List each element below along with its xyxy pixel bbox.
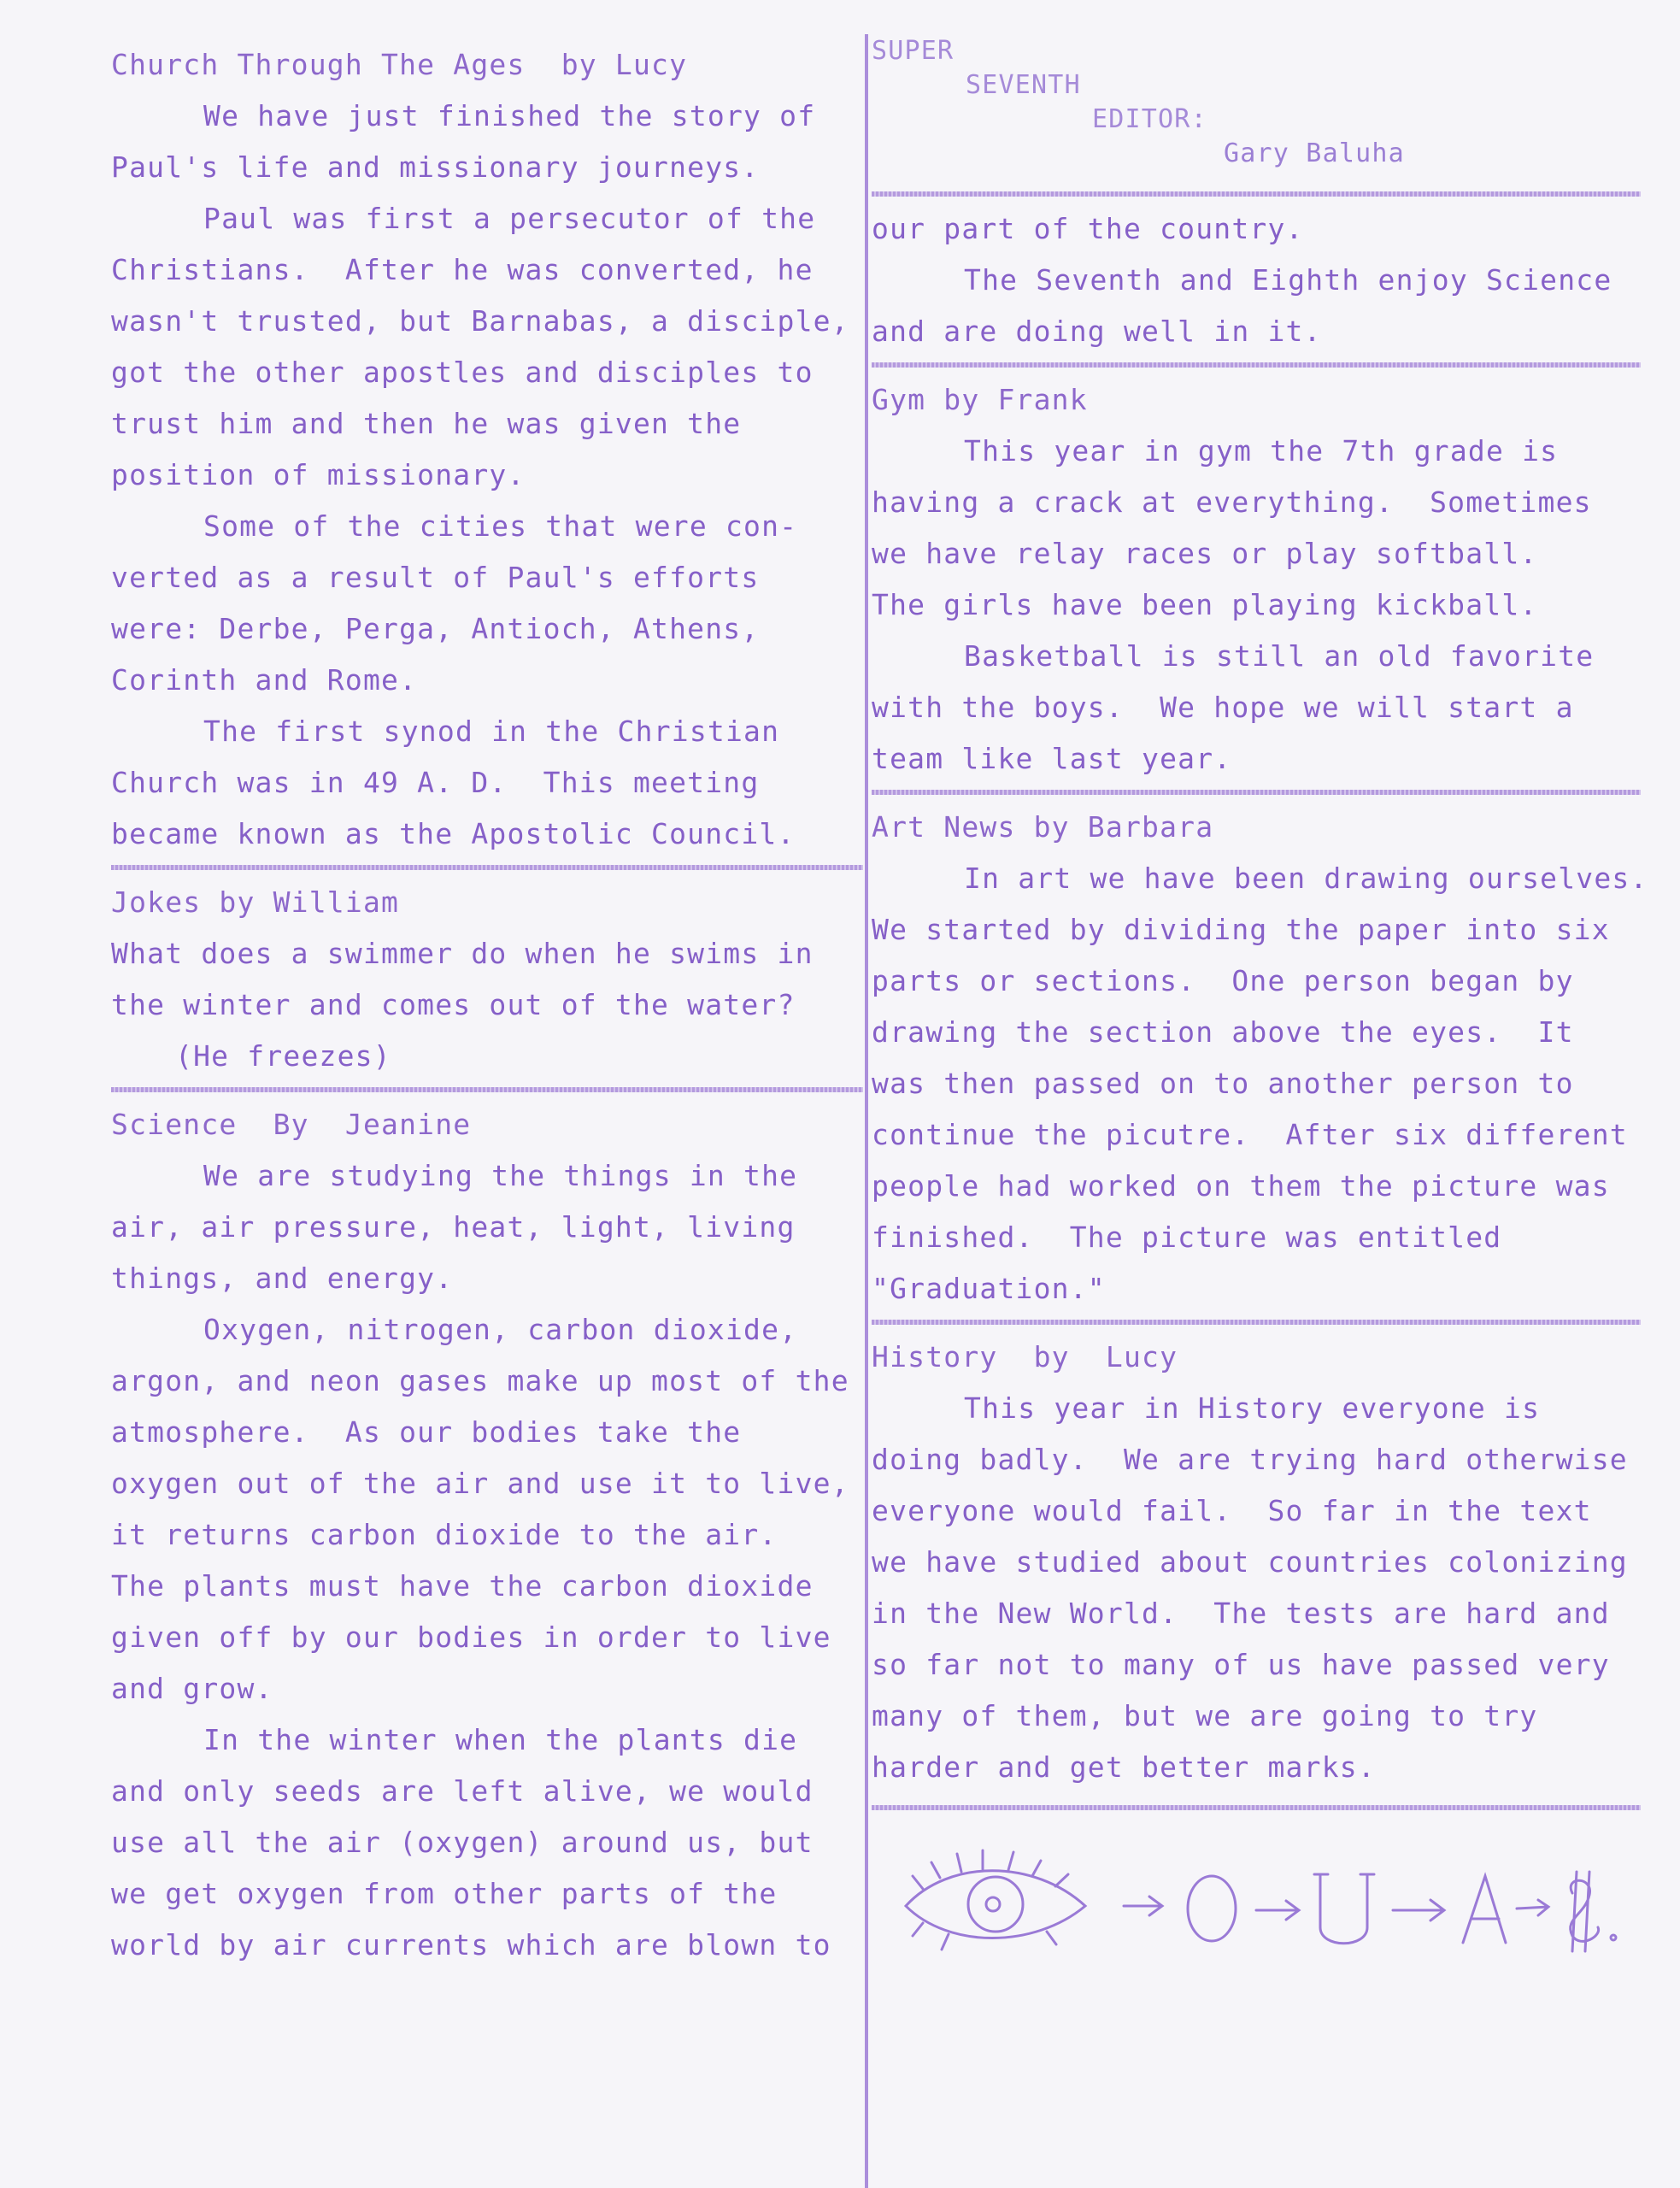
jokes-line: What does a swimmer do when he swims in — [111, 937, 814, 970]
section-divider — [872, 790, 1641, 795]
arrow-icon — [1393, 1900, 1444, 1920]
science-line: we get oxygen from other parts of the — [111, 1877, 778, 1910]
art-line: continue the picutre. After six different — [872, 1118, 1628, 1151]
science-line: Oxygen, nitrogen, carbon dioxide, — [203, 1313, 798, 1346]
jokes-article — [111, 877, 863, 1082]
letter-o-drawing — [1188, 1876, 1236, 1941]
science-cont-line: and are doing well in it. — [872, 315, 1322, 348]
gym-line: This year in gym the 7th grade is — [964, 434, 1559, 468]
science-line: things, and energy. — [111, 1262, 454, 1295]
science-line: oxygen out of the air and use it to live, — [111, 1467, 849, 1500]
gym-line: we have relay races or play softball. — [872, 537, 1538, 570]
section-divider — [872, 1320, 1641, 1325]
section-divider — [111, 865, 863, 870]
masthead-editor-name: Gary Baluha — [1224, 138, 1405, 168]
church-line: Church was in 49 A. D. This meeting — [111, 766, 760, 799]
art-heading: Art News by Barbara — [872, 810, 1214, 844]
history-line: doing badly. We are trying hard otherwise — [872, 1443, 1628, 1476]
science-line: given off by our bodies in order to live — [111, 1620, 831, 1654]
letter-a-drawing — [1463, 1876, 1506, 1943]
jokes-line: (He freezes) — [175, 1039, 391, 1073]
gym-line: Basketball is still an old favorite — [964, 639, 1595, 673]
history-line: in the New World. The tests are hard and — [872, 1597, 1610, 1630]
church-line: trust him and then he was given the — [111, 407, 742, 440]
church-line: were: Derbe, Perga, Antioch, Athens, — [111, 612, 760, 645]
art-line: finished. The picture was entitled — [872, 1220, 1502, 1254]
science-cont-line: The Seventh and Eighth enjoy Science — [964, 263, 1612, 297]
masthead-editor-label: EDITOR: — [1092, 104, 1207, 134]
church-line: verted as a result of Paul's efforts — [111, 561, 760, 594]
science-line: The plants must have the carbon dioxide — [111, 1569, 814, 1603]
church-line: Some of the cities that were con- — [203, 509, 798, 543]
history-line: so far not to many of us have passed very — [872, 1648, 1610, 1681]
dollar-sign-drawing — [1571, 1872, 1599, 1951]
church-line: We have just finished the story of — [203, 99, 816, 132]
masthead-seventh: SEVENTH — [966, 70, 1081, 100]
jokes-line: the winter and comes out of the water? — [111, 988, 796, 1021]
gym-heading: Gym by Frank — [872, 383, 1088, 416]
church-line: wasn't trusted, but Barnabas, a disciple, — [111, 304, 849, 338]
church-article — [111, 39, 863, 860]
history-heading: History by Lucy — [872, 1340, 1178, 1373]
church-line: Paul's life and missionary journeys. — [111, 150, 760, 184]
gym-line: team like last year. — [872, 742, 1232, 775]
church-line: position of missionary. — [111, 458, 526, 491]
hand-drawn-rebus — [889, 1842, 1658, 1962]
art-line: "Graduation." — [872, 1272, 1106, 1305]
history-line: harder and get better marks. — [872, 1750, 1376, 1784]
column-divider — [865, 34, 868, 2188]
rebus-drawing — [889, 1842, 1658, 1962]
history-article — [872, 1332, 1641, 1793]
science-line: air, air pressure, heat, light, living — [111, 1210, 796, 1244]
masthead — [872, 34, 1641, 171]
arrow-icon — [1256, 1901, 1299, 1920]
arrow-icon — [1124, 1897, 1162, 1915]
section-divider — [872, 362, 1641, 368]
science-line: and grow. — [111, 1672, 273, 1705]
left-column — [111, 39, 863, 1971]
art-line: people had worked on them the picture was — [872, 1169, 1610, 1203]
science-line: atmosphere. As our bodies take the — [111, 1415, 742, 1449]
history-line: everyone would fail. So far in the text — [872, 1494, 1592, 1527]
history-line: many of them, but we are going to try — [872, 1699, 1538, 1732]
art-line: parts or sections. One person began by — [872, 964, 1574, 997]
science-line: We are studying the things in the — [203, 1159, 798, 1192]
science-continued — [872, 203, 1641, 357]
history-line: we have studied about countries colonizing — [872, 1545, 1628, 1579]
science-article — [111, 1099, 863, 1971]
section-divider — [872, 1805, 1641, 1810]
church-line: became known as the Apostolic Council. — [111, 817, 796, 850]
letter-u-drawing — [1314, 1874, 1374, 1944]
science-line: In the winter when the plants die — [203, 1723, 798, 1756]
gym-line: having a crack at everything. Sometimes — [872, 485, 1592, 519]
church-heading: Church Through The Ages by Lucy — [111, 48, 688, 81]
jokes-heading: Jokes by William — [111, 885, 400, 919]
church-line: The first synod in the Christian — [203, 715, 780, 748]
section-divider — [111, 1087, 863, 1092]
gym-line: The girls have been playing kickball. — [872, 588, 1538, 621]
art-line: drawing the section above the eyes. It — [872, 1015, 1574, 1049]
arrow-icon — [1517, 1900, 1548, 1915]
church-line: Paul was first a persecutor of the — [203, 202, 816, 235]
history-line: This year in History everyone is — [964, 1391, 1541, 1425]
science-line: use all the air (oxygen) around us, but — [111, 1826, 814, 1859]
right-column — [872, 34, 1648, 1817]
science-line: argon, and neon gases make up most of the — [111, 1364, 849, 1397]
science-line: world by air currents which are blown to — [111, 1928, 831, 1962]
science-cont-line: our part of the country. — [872, 212, 1304, 245]
church-line: got the other apostles and disciples to — [111, 356, 814, 389]
eye-icon — [906, 1871, 1085, 1938]
science-heading: Science By Jeanine — [111, 1108, 472, 1141]
masthead-super: SUPER — [872, 36, 955, 66]
art-line: We started by dividing the paper into six — [872, 913, 1610, 946]
art-line: was then passed on to another person to — [872, 1067, 1574, 1100]
gym-line: with the boys. We hope we will start a — [872, 691, 1574, 724]
section-divider — [872, 191, 1641, 197]
church-line: Corinth and Rome. — [111, 663, 418, 697]
church-line: Christians. After he was converted, he — [111, 253, 814, 286]
science-line: and only seeds are left alive, we would — [111, 1774, 814, 1808]
art-line: In art we have been drawing ourselves. — [964, 862, 1648, 895]
art-article — [872, 802, 1648, 1315]
gym-article — [872, 374, 1641, 785]
science-line: it returns carbon dioxide to the air. — [111, 1518, 778, 1551]
